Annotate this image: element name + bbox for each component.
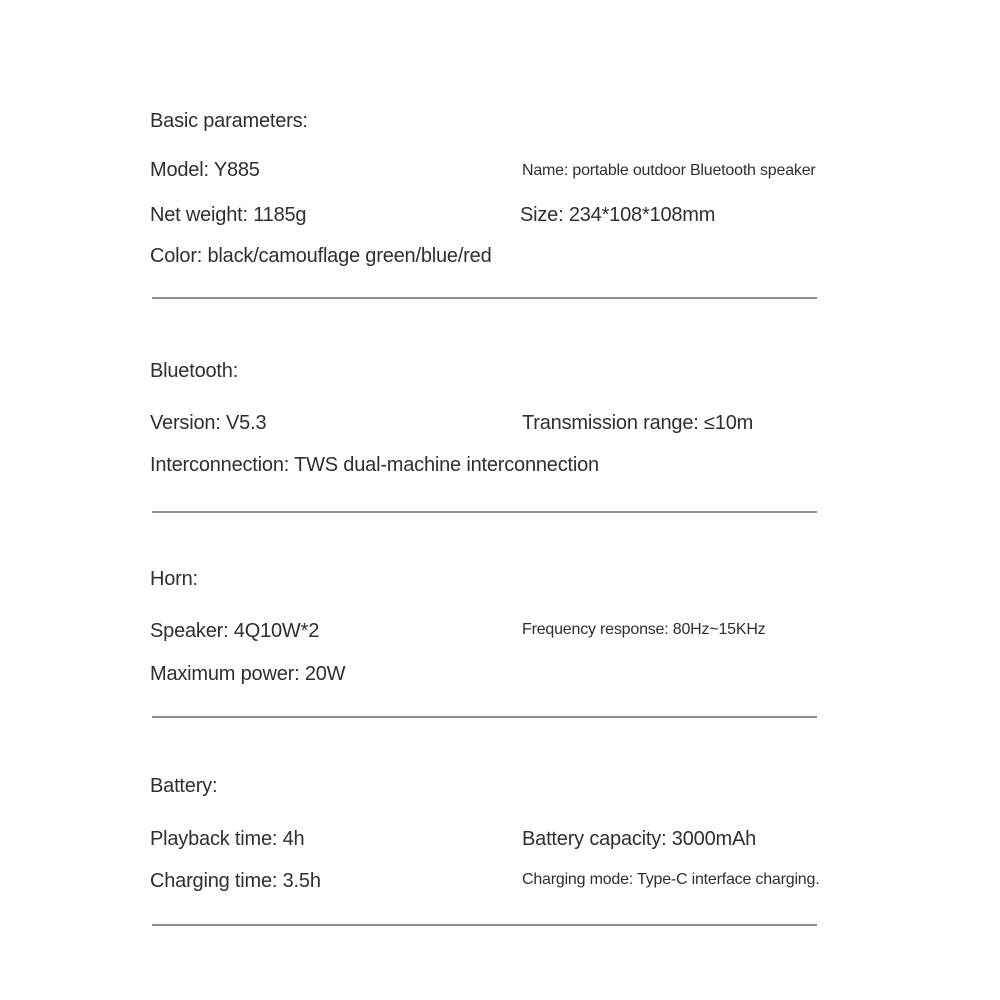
section-divider xyxy=(152,716,817,718)
spec-color: Color: black/camouflage green/blue/red xyxy=(150,245,492,267)
spec-speaker: Speaker: 4Q10W*2 xyxy=(150,620,320,642)
section-heading-battery: Battery: xyxy=(150,775,218,797)
spec-frequency-response: Frequency response: 80Hz~15KHz xyxy=(522,621,766,638)
spec-charging-time: Charging time: 3.5h xyxy=(150,870,321,892)
spec-net-weight: Net weight: 1185g xyxy=(150,204,307,226)
spec-transmission-range: Transmission range: ≤10m xyxy=(522,412,754,434)
section-divider xyxy=(152,297,817,299)
spec-product-name: Name: portable outdoor Bluetooth speaker xyxy=(522,162,816,179)
section-heading-horn: Horn: xyxy=(150,568,198,590)
spec-model: Model: Y885 xyxy=(150,159,260,181)
section-divider xyxy=(152,511,817,513)
spec-size: Size: 234*108*108mm xyxy=(520,204,716,226)
spec-maximum-power: Maximum power: 20W xyxy=(150,663,346,685)
section-heading-bluetooth: Bluetooth: xyxy=(150,360,239,382)
spec-playback-time: Playback time: 4h xyxy=(150,828,305,850)
section-divider xyxy=(152,924,817,926)
spec-interconnection: Interconnection: TWS dual-machine interconnection xyxy=(150,454,599,476)
section-heading-basic-parameters: Basic parameters: xyxy=(150,110,308,132)
spec-bluetooth-version: Version: V5.3 xyxy=(150,412,267,434)
spec-charging-mode: Charging mode: Type-C interface charging. xyxy=(522,871,820,888)
spec-battery-capacity: Battery capacity: 3000mAh xyxy=(522,828,757,850)
